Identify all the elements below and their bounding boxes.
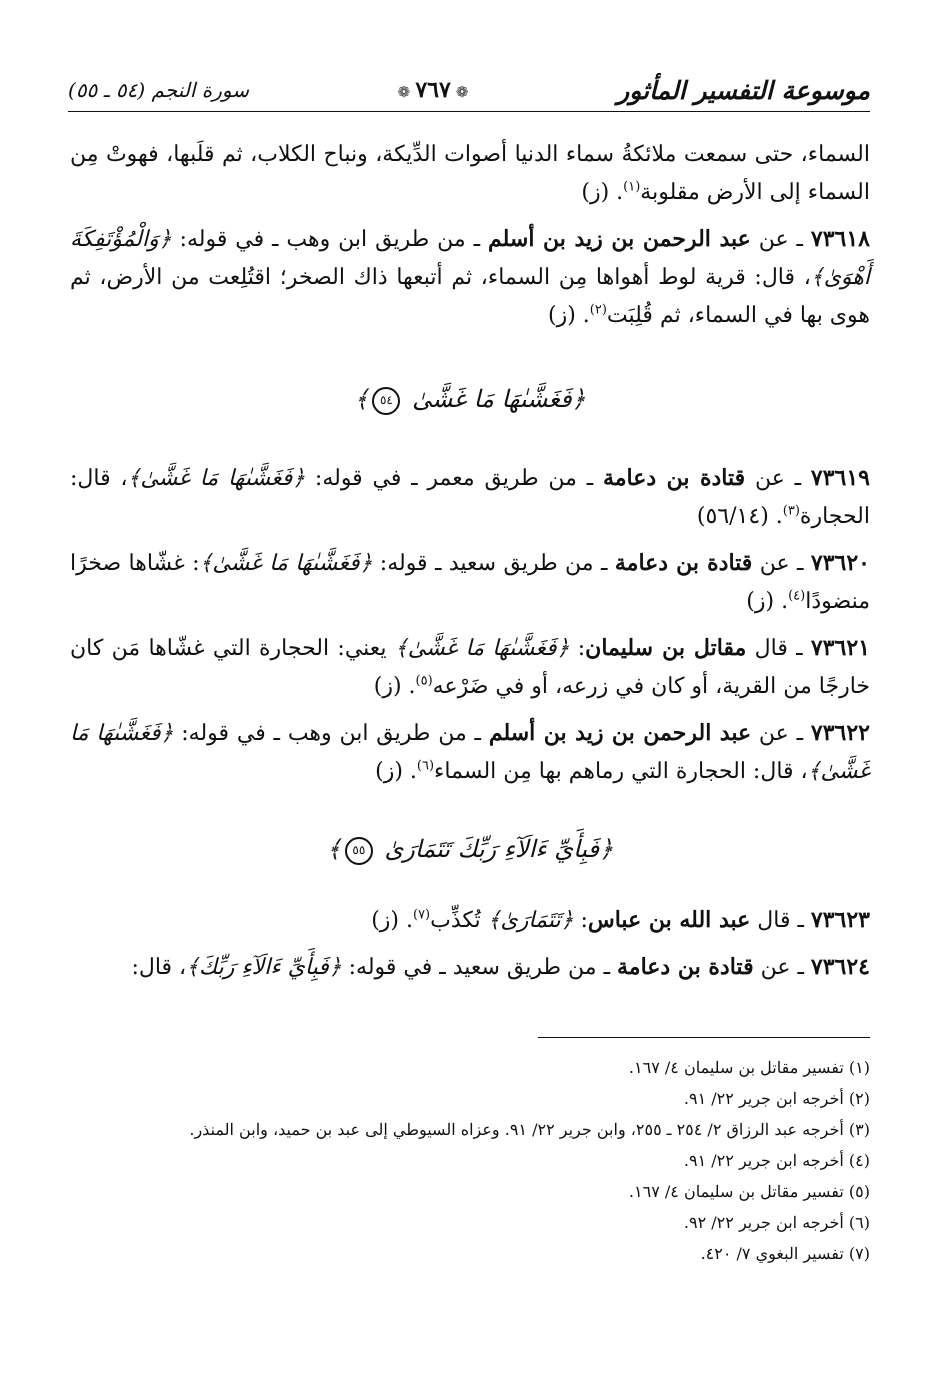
verse-number-roundel: ٥٥ xyxy=(345,837,373,865)
paragraph-continuation: السماء، حتى سمعت ملائكةُ سماء الدنيا أصوات الدِّيكة، ونباح الكلاب، ثم قلَبها، فهوتْ مِن السماء إلى الأرض مقلوبة$^{(١)}$. (ز) xyxy=(70,142,870,205)
quran-quote: ﴿فَغَشَّىٰهَا مَا غَشَّىٰ﴾ xyxy=(199,551,373,576)
verse-number-roundel: ٥٤ xyxy=(372,387,400,415)
footnote-item: (٢) أخرجه ابن جرير ٢٢/ ٩١. xyxy=(683,1089,870,1108)
sura-title: سورة النجم (٥٤ ـ ٥٥) xyxy=(68,78,250,102)
narrator-name: قتادة بن دعامة xyxy=(614,550,753,576)
footnote-ref[interactable]: (٤) xyxy=(788,588,806,604)
book-title: موسوعة التفسير المأثور xyxy=(617,75,870,105)
narration-entry: ٧٣٦٢٠ ـ عن قتادة بن دعامة ـ من طريق سعيد ـ قوله: ﴿فَغَشَّىٰهَا مَا غَشَّىٰ﴾: غشّاها صخرًا منضودًا$^{(٤)}$. (ز) xyxy=(70,550,870,614)
verse-heading: ﴿فَغَشَّىٰهَا مَا غَشَّىٰ ٥٤﴾ xyxy=(354,385,586,413)
running-header xyxy=(68,70,870,110)
footnote-divider xyxy=(538,1037,870,1038)
narration-entry: ٧٣٦٢٣ ـ قال عبد الله بن عباس: ﴿تَتَمَارَىٰ﴾ تُكذِّب$^{(٧)}$. (ز) xyxy=(371,907,870,933)
verse-heading: ﴿فَبِأَيِّ ءَالَآءِ رَبِّكَ تَتَمَارَىٰ ٥٥﴾ xyxy=(326,835,614,863)
quran-quote: ﴿فَغَشَّىٰهَا مَا غَشَّىٰ﴾ xyxy=(394,636,570,661)
page-number-group xyxy=(398,77,469,103)
narrator-name: قتادة بن دعامة xyxy=(617,954,754,980)
ornament-icon: ❁ xyxy=(455,83,469,101)
narration-entry: ٧٣٦٢١ ـ قال مقاتل بن سليمان: ﴿فَغَشَّىٰهَا مَا غَشَّىٰ﴾ يعني: الحجارة التي غشّاها مَن كان خارجًا من القرية، أو كان في زرعه، أو في ضَرْعه$^{(٥)}$. (ز) xyxy=(70,635,870,699)
footnote-ref[interactable]: (٧) xyxy=(412,907,431,923)
footnote-ref[interactable]: (٦) xyxy=(416,758,435,774)
footnote-ref[interactable]: (٢) xyxy=(589,302,607,318)
footnote-item: (٧) تفسير البغوي ٧/ ٤٢٠. xyxy=(700,1244,870,1263)
footnote-item: (٥) تفسير مقاتل بن سليمان ٤/ ١٦٧. xyxy=(628,1182,870,1201)
header-divider xyxy=(68,111,870,112)
page-number: ٧٦٧ xyxy=(415,77,451,103)
narrator-name: عبد الرحمن بن زيد بن أسلم xyxy=(487,226,751,252)
footnote-item: (١) تفسير مقاتل بن سليمان ٤/ ١٦٧. xyxy=(628,1058,870,1077)
footnote-item: (٦) أخرجه ابن جرير ٢٢/ ٩٢. xyxy=(683,1213,870,1232)
narration-entry: ٧٣٦٢٤ ـ عن قتادة بن دعامة ـ من طريق سعيد ـ في قوله: ﴿فَبِأَيِّ ءَالَآءِ رَبِّكَ﴾، قال: xyxy=(131,954,870,980)
narrator-name: عبد الله بن عباس xyxy=(587,907,751,933)
entry-number: ٧٣٦١٨ xyxy=(810,226,870,252)
entry-number: ٧٣٦٢٠ xyxy=(810,550,870,576)
ornament-icon: ❁ xyxy=(397,83,411,101)
footnote-ref[interactable]: (٥) xyxy=(415,673,433,689)
quran-quote: ﴿فَغَشَّىٰهَا مَا غَشَّىٰ﴾ xyxy=(127,466,306,491)
quran-quote: ﴿وَالْمُؤْتَفِكَةَ أَهْوَىٰ﴾ xyxy=(70,227,870,290)
narration-entry: ٧٣٦١٨ ـ عن عبد الرحمن بن زيد بن أسلم ـ من طريق ابن وهب ـ في قوله: ﴿وَالْمُؤْتَفِكَةَ أَهْوَىٰ﴾، قال: قرية لوط أهواها مِن السماء، ثم أتبعها ذاك الصخر؛ اقتُلِعت من الأرض، ثم هوى بها في السماء، ثم قُلِبَت$^{(٢)}$. (ز) xyxy=(70,226,870,328)
quran-quote: ﴿فَبِأَيِّ ءَالَآءِ رَبِّكَ﴾ xyxy=(186,955,342,980)
quran-quote: ﴿فَغَشَّىٰهَا مَا غَشَّىٰ﴾ xyxy=(70,721,870,784)
footnote-ref[interactable]: (٣) xyxy=(782,503,800,519)
main-text xyxy=(70,136,870,995)
narrator-name: قتادة بن دعامة xyxy=(602,465,746,491)
footnote-item: (٤) أخرجه ابن جرير ٢٢/ ٩١. xyxy=(683,1151,870,1170)
narration-entry: ٧٣٦١٩ ـ عن قتادة بن دعامة ـ من طريق معمر ـ في قوله: ﴿فَغَشَّىٰهَا مَا غَشَّىٰ﴾، قال: الحجارة$^{(٣)}$. (٥٦/١٤) xyxy=(70,465,870,529)
narrator-name: عبد الرحمن بن زيد بن أسلم xyxy=(488,720,752,746)
entry-number: ٧٣٦١٩ xyxy=(810,465,870,491)
footnote-item: (٣) أخرجه عبد الرزاق ٢/ ٢٥٤ ـ ٢٥٥، وابن جرير ٢٢/ ٩١. وعزاه السيوطي إلى عبد بن حميد، وابن المنذر. xyxy=(189,1120,870,1139)
footnote-ref[interactable]: (١) xyxy=(623,179,641,195)
entry-number: ٧٣٦٢١ xyxy=(810,635,870,661)
entry-number: ٧٣٦٢٢ xyxy=(810,720,870,746)
quran-quote: ﴿تَتَمَارَىٰ﴾ xyxy=(487,908,574,933)
narration-entry: ٧٣٦٢٢ ـ عن عبد الرحمن بن زيد بن أسلم ـ من طريق ابن وهب ـ في قوله: ﴿فَغَشَّىٰهَا مَا غَشَّىٰ﴾، قال: الحجارة التي رماهم بها مِن السماء$^{(٦)}$. (ز) xyxy=(70,720,870,784)
narrator-name: مقاتل بن سليمان xyxy=(585,635,747,661)
entry-number: ٧٣٦٢٣ xyxy=(810,907,870,933)
entry-number: ٧٣٦٢٤ xyxy=(810,954,870,980)
footnotes xyxy=(70,1052,870,1269)
